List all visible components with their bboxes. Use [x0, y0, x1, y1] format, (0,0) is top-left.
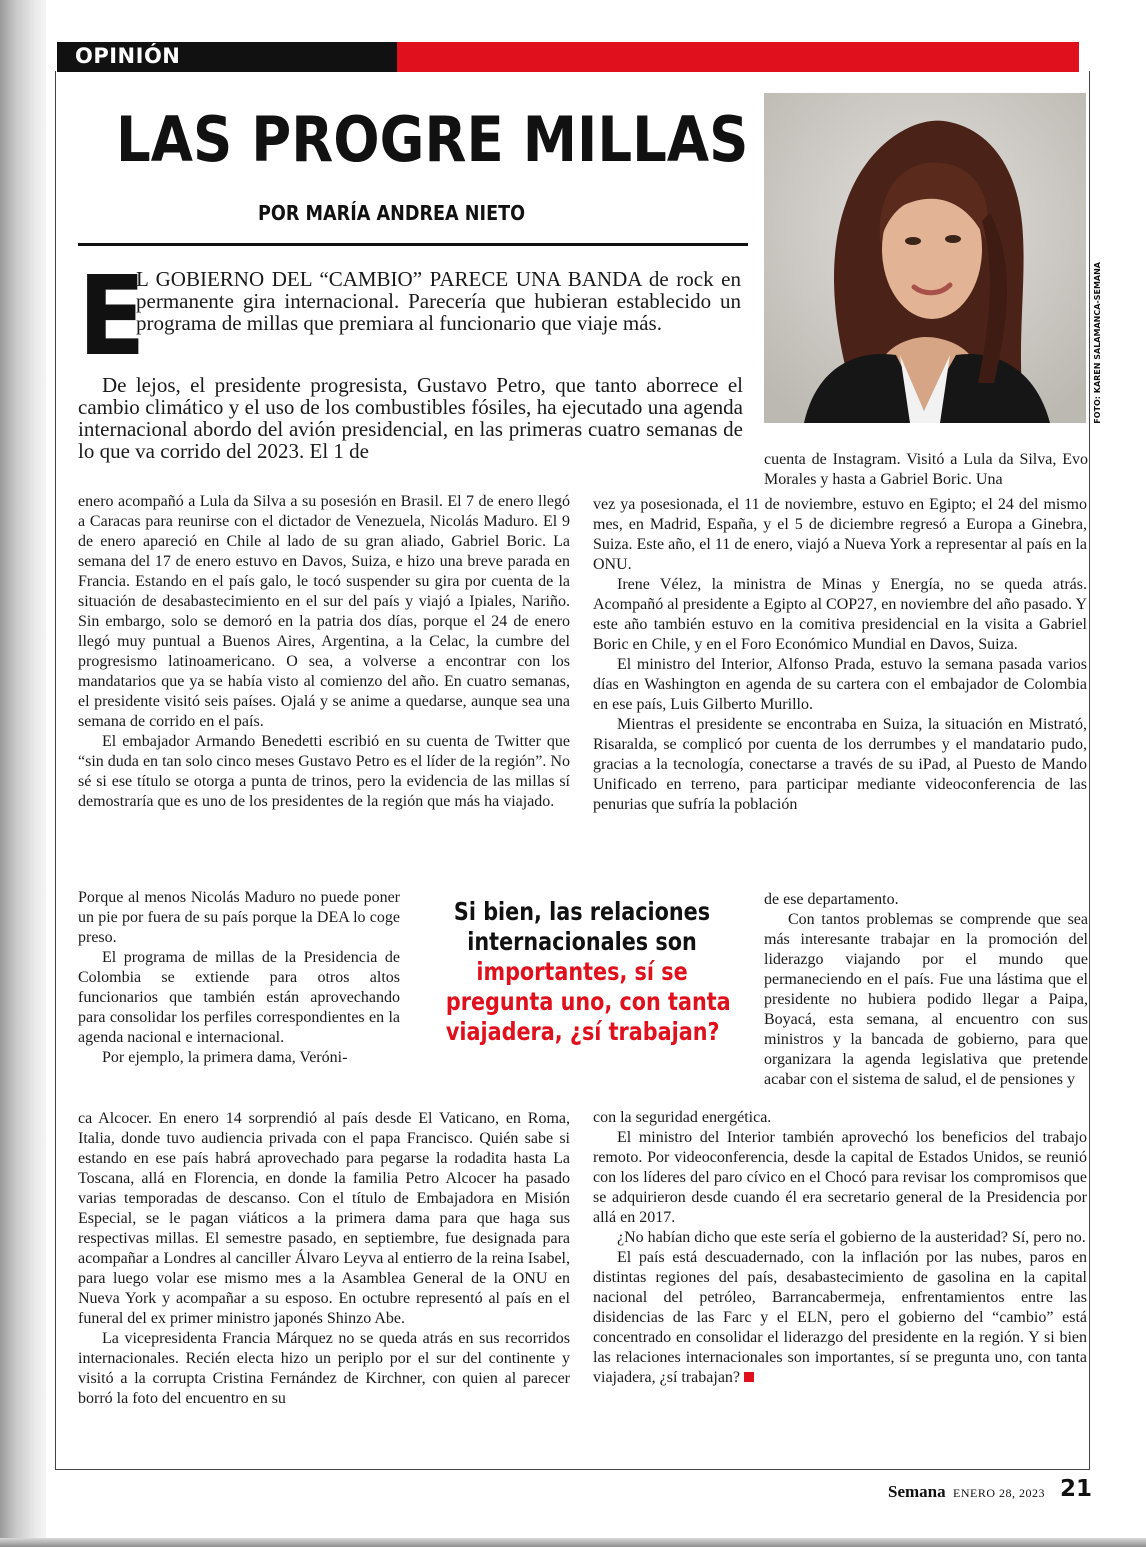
body-paragraph: vez ya posesionada, el 11 de noviembre, estuvo en Egipto; el 24 del mismo mes, en Madrid, España, y el 5 de diciembre regresó a Europa a Ginebra, Suiza. Este año, el 11 de enero, viajó a Nueva York a representar al país en la ONU. [593, 496, 1087, 573]
section-label: OPINIÓN [75, 44, 181, 68]
publication-name: Semana [888, 1482, 946, 1501]
body-paragraph: con la seguridad energética. [593, 1109, 772, 1126]
pull-quote-line: pregunta uno, con tanta [445, 987, 731, 1016]
right-column-narrow [764, 890, 1088, 1090]
lead-paragraph: L GOBIERNO DEL “CAMBIO” PARECE UNA BANDA de rock en permanente gira internacional. Parecería que hubieran establecido un programa de millas que premiara al funcionario que viaje más. [136, 267, 741, 335]
body-paragraph: Con tantos problemas se comprende que sea más interesante trabajar en la promoción del liderazgo viajando por el mundo que permaneciendo en el país. Fue una lástima que el presidente no hubiera podido llegar a Paipa, Boyacá, esta semana, al encuentro con sus ministros y la bancada de gobierno, para que organizara la agenda legislativa que pretende acabar con el sistema de salud, el de pensiones y [764, 911, 1088, 1088]
closing-text: El país está descuadernado, con la inflación por las nubes, paros en distintas regiones del país, desabastecimiento de gasolina en la capital nacional del petróleo, Barrancabermeja, enfrentamientos entre las disidencias de las Farc y el ELN, pero el gobierno del “cambio” está concentrado en consolidar el liderazgo del presidente en la región. Y si bien las relaciones internacionales son importantes, sí se pregunta uno, con tanta viajadera, ¿sí trabajan? [593, 1249, 1087, 1386]
byline-divider [78, 243, 748, 246]
body-paragraph: El programa de millas de la Presidencia de Colombia se extiende para otros altos funcionarios que también están aprovechando para consolidar los perfiles correspondientes en la agenda nacional e internacional. [78, 949, 400, 1046]
body-paragraph: de ese departamento. [764, 891, 899, 908]
right-column-top-text: cuenta de Instagram. Visitó a Lula da Silva, Evo Morales y hasta a Gabriel Boric. Una [764, 451, 1088, 488]
right-column [593, 495, 1087, 815]
byline: POR MARÍA ANDREA NIETO [258, 201, 526, 225]
magazine-spine-shadow [0, 0, 46, 1547]
right-column-lower [593, 1108, 1087, 1388]
body-paragraph: El ministro del Interior, Alfonso Prada, estuvo la semana pasada varios días en Washington en agenda de su cartera con el embajador de Colombia en ese país, Luis Gilberto Murillo. [593, 656, 1087, 713]
issue-date: ENERO 28, 2023 [953, 1486, 1045, 1500]
pull-quote [418, 897, 746, 1047]
body-paragraph: ¿No habían dicho que este sería el gobierno de la austeridad? Sí, pero no. [617, 1229, 1086, 1246]
body-paragraph: Mientras el presidente se encontraba en Suiza, la situación en Mistrató, Risaralda, se complicó por cuenta de los derrumbes y el mandatario pudo, gracias a la tecnología, conectarse a través de su iPad, al Puesto de Mando Unificado en terreno, para participar mediante videoconferencia de las penurias que sufría la población [593, 716, 1087, 813]
closing-paragraph [593, 1248, 1087, 1388]
author-portrait-image [764, 93, 1086, 423]
photo-credit: FOTO: KAREN SALAMANCA-SEMANA [1093, 262, 1102, 424]
left-column-lower [78, 1109, 570, 1409]
body-paragraph: Por ejemplo, la primera dama, Veróni- [102, 1049, 348, 1066]
section-bar-accent [397, 42, 1079, 72]
second-paragraph: De lejos, el presidente progresista, Gustavo Petro, que tanto aborrece el cambio climático y el uso de los combustibles fósiles, ha ejecutado una agenda internacional abordo del avión presidencial, en las primeras cuatro semanas de lo que va corrido del 2023. El 1 de [78, 373, 743, 463]
body-paragraph: ca Alcocer. En enero 14 sorprendió al país desde El Vaticano, en Roma, Italia, donde tuvo audiencia privada con el papa Francisco. Quién sabe si estando en ese país habrá aprovechado para pegarse la rodadita hasta La Toscana, allá en Florencia, en donde la familia Petro Alcocer ha pasado varias temporadas de descanso. Con el título de Embajadora en Misión Especial, se le pagan viáticos a la primera dama para que haga sus respectivas millas. El semestre pasado, en septiembre, fue designada para acompañar a Londres al canciller Álvaro Leyva al entierro de la reina Isabel, para luego volar ese mismo mes a la Asamblea General de la ONU en Nueva York y acompañar a su esposo. En octubre representó al país en el funeral del ex primer ministro japonés Shinzo Abe. [78, 1110, 570, 1327]
body-paragraph: El embajador Armando Benedetti escribió en su cuenta de Twitter que “sin duda en tan solo cinco meses Gustavo Petro es el líder de la región”. No sé si ese título se otorga a punta de trinos, pero la evidencia de las millas sí demostraría que es uno de los presidentes de la región que más ha viajado. [78, 733, 570, 810]
drop-cap: E [78, 252, 146, 380]
headline: LAS PROGRE MILLAS [116, 103, 749, 176]
body-paragraph: La vicepresidenta Francia Márquez no se queda atrás en sus recorridos internacionales. Recién electa hizo un periplo por el sur del continente y visitó a la corrupta Cristina Fernández de Kirchner, con quien al parecer borró la foto del encuentro en su [78, 1330, 570, 1407]
pull-quote-line: importantes, sí se [476, 957, 688, 986]
pull-quote-line: Si bien, las relaciones [453, 897, 711, 926]
left-column-narrow [78, 888, 400, 1068]
pull-quote-line: viajadera, ¿sí trabajan? [445, 1017, 720, 1046]
end-mark-icon [744, 1372, 754, 1382]
body-paragraph: Irene Vélez, la ministra de Minas y Energía, no se queda atrás. Acompañó al presidente a Egipto al COP27, en noviembre del año pasado. Y este año también estuvo en la comitiva presidencial en la visita a Gabriel Boric en Chile, y en el Foro Económico Mundial en Davos, Suiza. [593, 576, 1087, 653]
body-paragraph: enero acompañó a Lula da Silva a su posesión en Brasil. El 7 de enero llegó a Caracas para reunirse con el dictador de Venezuela, Nicolás Maduro. El 9 de enero apareció en Chile al lado de su gran aliado, Gabriel Boric. La semana del 17 de enero estuvo en Davos, Suiza, e hizo una breve parada en Francia. Estando en el país galo, le tocó suspender su gira por cuenta de la situación de desabastecimiento en el sur del país y viajó a Ipiales, Nariño. Sin embargo, solo se demoró en la patria dos días, porque el 24 de enero llegó muy puntual a Buenos Aires, Argentina, a la Celac, la cumbre del progresismo latinoamericano. O sea, a volverse a encontrar con los mandatarios que ya se había visto al comienzo del año. En cuatro semanas, el presidente visitó seis países. Ojalá y se anime a quedarse, aunque sea una semana de corrido en el país. [78, 493, 570, 730]
section-bar [57, 42, 1079, 72]
pull-quote-line: internacionales son [467, 927, 697, 956]
page-bottom-edge [0, 1538, 1146, 1547]
body-paragraph: Porque al menos Nicolás Maduro no puede poner un pie por fuera de su país porque la DEA lo coge preso. [78, 889, 400, 946]
body-paragraph: El ministro del Interior también aprovechó los beneficios del trabajo remoto. Por videoconferencia, desde la capital de Estados Unidos, se reunió con los líderes del paro cívico en el Chocó para revisar los compromisos que se adquirieron desde cuando él era secretario general de la Presidencia por allá en 2017. [593, 1129, 1087, 1226]
left-column [78, 492, 570, 812]
page-number: 21 [1060, 1476, 1093, 1502]
author-photo [764, 93, 1086, 423]
